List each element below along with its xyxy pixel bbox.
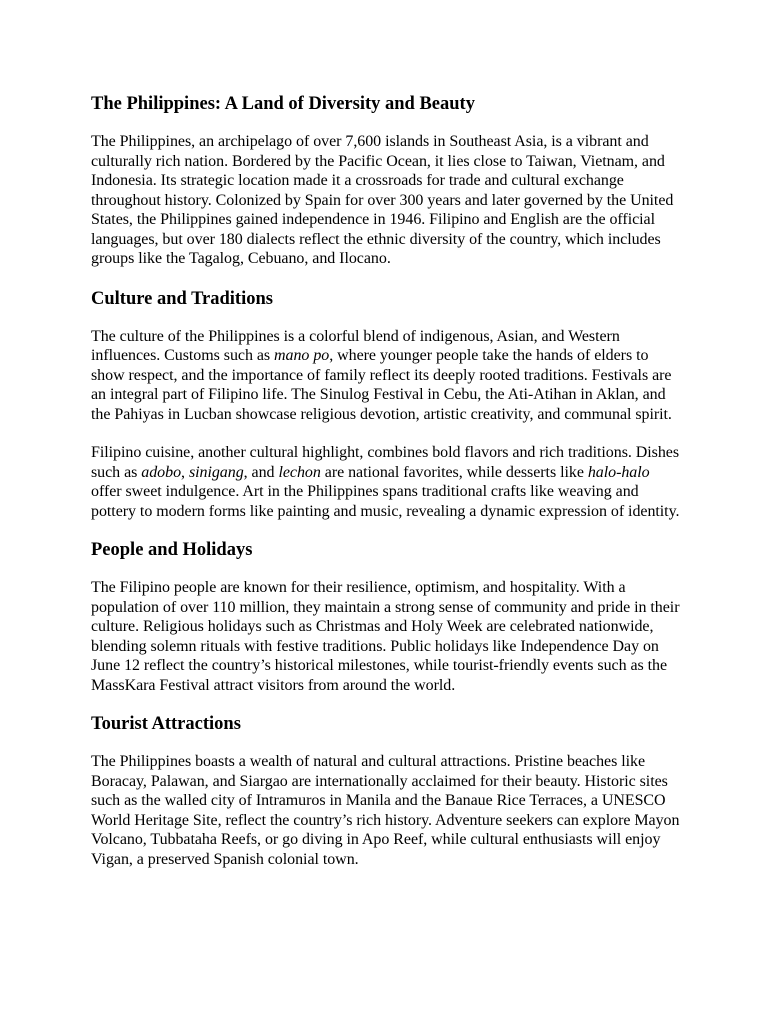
culture-p1-text-b: , where younger people take the hands of elders to show respect, and the importance of family reflect its deeply rooted traditions. Festivals are an integral part of Filipino life. The Sinulog Festival in Cebu, the Ati-Atihan in Aklan, and the Pahiyas in Lucban showcase religious devotion, artistic creativity, and communal spirit. bbox=[91, 347, 672, 423]
culture-p2-sep-1: , bbox=[181, 463, 189, 481]
culture-p2-term-lechon: lechon bbox=[278, 463, 321, 481]
section-heading-people: People and Holidays bbox=[91, 540, 253, 560]
culture-paragraph-1 bbox=[91, 327, 681, 425]
culture-paragraph-2 bbox=[91, 443, 681, 521]
culture-p2-sep-2: , and bbox=[243, 463, 279, 481]
tourism-paragraph: The Philippines boasts a wealth of natural and cultural attractions. Pristine beaches like Boracay, Palawan, and Siargao are internationally acclaimed for their beauty. Historic sites such as the walled city of Intramuros in Manila and the Banaue Rice Terraces, a UNESCO World Heritage Site, reflect the country’s rich history. Adventure seekers can explore Mayon Volcano, Tubbataha Reefs, or go diving in Apo Reef, while cultural enthusiasts will enjoy Vigan, a preserved Spanish colonial town. bbox=[91, 753, 680, 868]
culture-p2-text-c: offer sweet indulgence. Art in the Philippines spans traditional crafts like weaving and pottery to modern forms like painting and music, revealing a dynamic expression of identity. bbox=[91, 483, 680, 520]
intro-paragraph: The Philippines, an archipelago of over 7,600 islands in Southeast Asia, is a vibrant and culturally rich nation. Bordered by the Pacific Ocean, it lies close to Taiwan, Vietnam, and Indonesia. Its strategic location made it a crossroads for trade and cultural exchange throughout history. Colonized by Spain for over 300 years and later governed by the United States, the Philippines gained independence in 1946. Filipino and English are the official languages, but over 180 dialects reflect the ethnic diversity of the country, which includes groups like the Tagalog, Cebuano, and Ilocano. bbox=[91, 133, 674, 267]
people-paragraph: The Filipino people are known for their resilience, optimism, and hospitality. With a population of over 110 million, they maintain a strong sense of community and pride in their culture. Religious holidays such as Christmas and Holy Week are celebrated nationwide, blending solemn rituals with festive traditions. Public holidays like Independence Day on June 12 reflect the country’s historical milestones, while tourist-friendly events such as the MassKara Festival attract visitors from around the world. bbox=[91, 579, 680, 694]
document-title: The Philippines: A Land of Diversity and Beauty bbox=[91, 94, 475, 114]
culture-p2-term-adobo: adobo bbox=[141, 463, 182, 481]
culture-p2-text-a: Filipino cuisine, another cultural highlight, combines bold flavors and rich traditions. Dishes such as bbox=[91, 444, 680, 481]
document-body bbox=[91, 93, 681, 869]
section-heading-culture: Culture and Traditions bbox=[91, 288, 273, 309]
culture-p1-term-mano-po: mano po bbox=[274, 347, 330, 364]
section-heading-tourism: Tourist Attractions bbox=[91, 714, 241, 734]
culture-p2-text-b: are national favorites, while desserts like bbox=[320, 463, 588, 481]
culture-p2-term-sinigang: sinigang bbox=[188, 463, 244, 481]
culture-p1-text-a: The culture of the Philippines is a colorful blend of indigenous, Asian, and Western influences. Customs such as bbox=[91, 327, 620, 364]
culture-p2-term-halo-halo: halo-halo bbox=[587, 463, 650, 481]
